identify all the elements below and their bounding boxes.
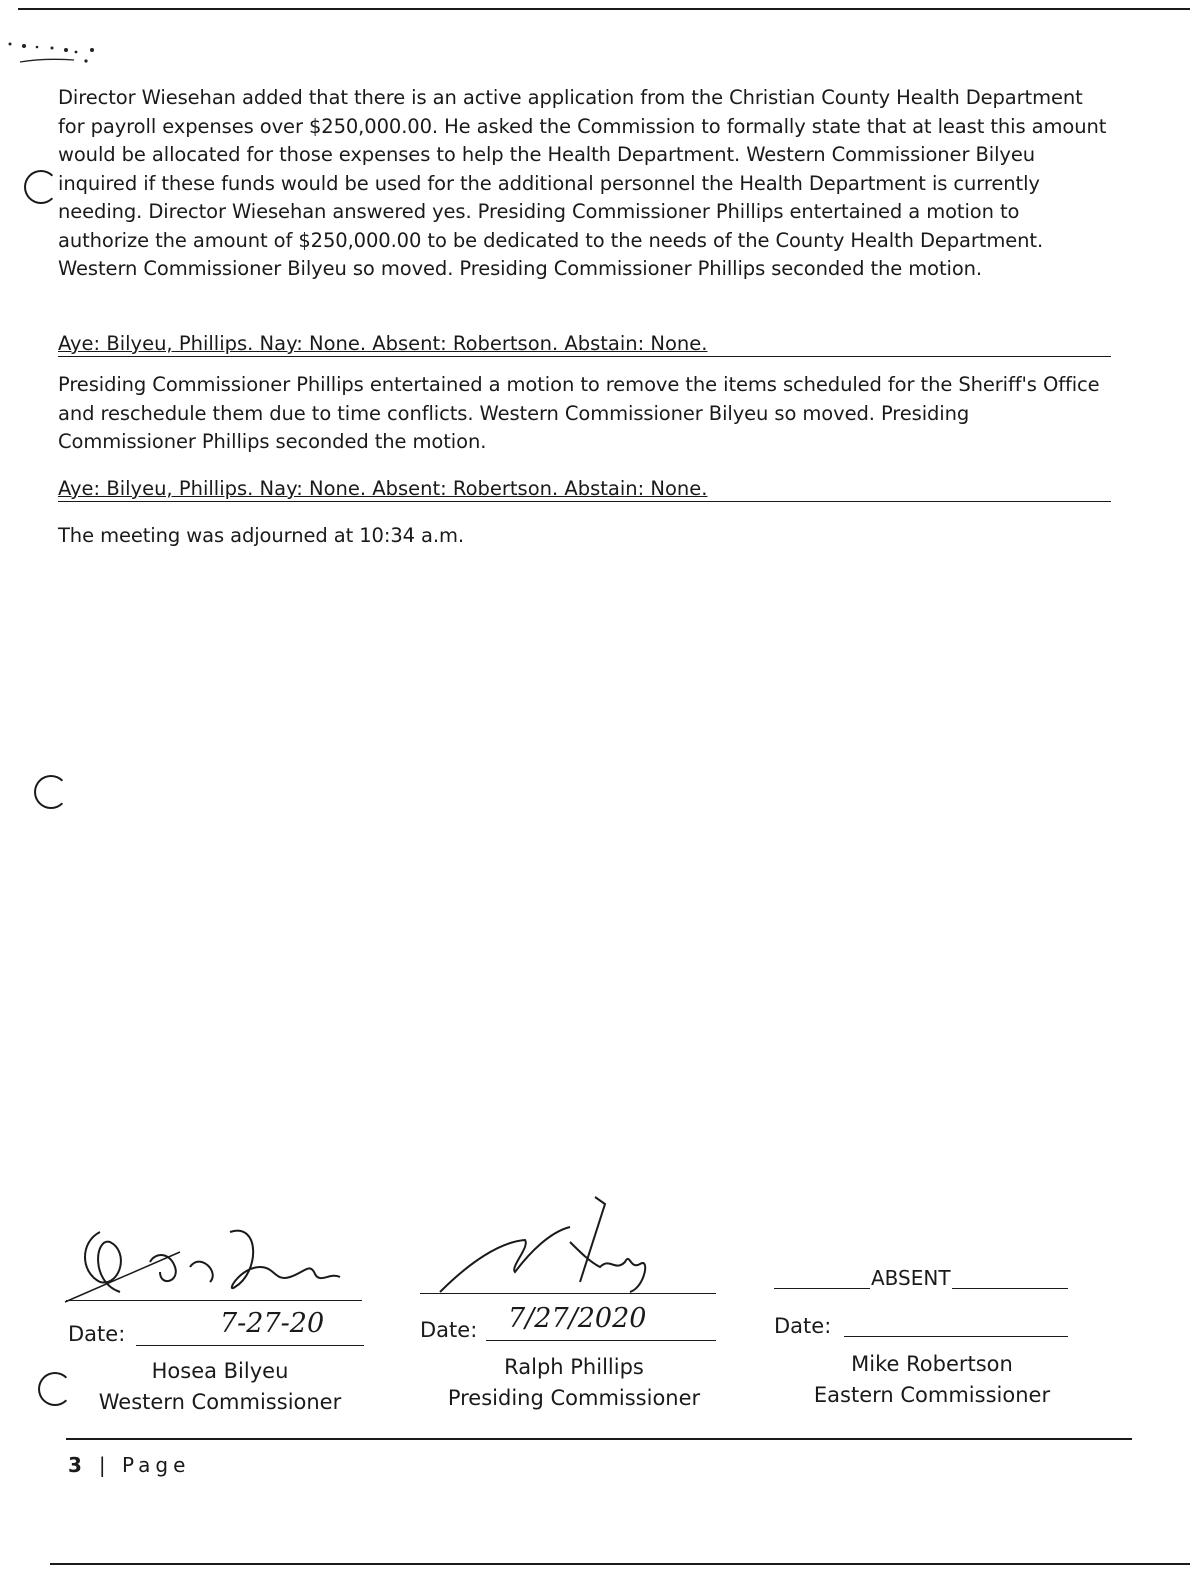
- punch-hole-top: [24, 170, 58, 204]
- signer-phillips: [414, 1352, 734, 1414]
- date-label-phillips: Date:: [420, 1318, 478, 1342]
- handwritten-date-phillips: 7/27/2020: [508, 1303, 647, 1334]
- signer-name-robertson: Mike Robertson: [851, 1352, 1013, 1376]
- scan-specks: [4, 40, 104, 70]
- page-number-value: 3: [68, 1453, 87, 1477]
- absent-marker: ABSENT: [871, 1266, 951, 1290]
- date-line-bilyeu: [136, 1345, 364, 1346]
- signer-title-bilyeu: Western Commissioner: [98, 1390, 342, 1414]
- punch-hole-middle: [34, 775, 68, 809]
- paragraph-allocation: Director Wiesehan added that there is an active application from the Christian County Health Department for payroll expenses over $250,000.00. He asked the Commission to formally state that at least this amount would be allocated for those expenses to help the Health Department. Western Commissioner Bilyeu inquired if these funds would be used for the additional personnel the Health Department is currently needing. Director Wiesehan answered yes. Presiding Commissioner Phillips entertained a motion to authorize the amount of $250,000.00 to be dedicated to the needs of the County Health Department. Western Commissioner Bilyeu so moved. Presiding Commissioner Phillips seconded the motion.: [58, 86, 1107, 280]
- page-number: [68, 1453, 190, 1477]
- specks-graphic: [4, 40, 104, 70]
- adjournment-text: The meeting was adjourned at 10:34 a.m.: [58, 524, 464, 547]
- handwritten-date-bilyeu: 7-27-20: [220, 1308, 325, 1339]
- date-label-robertson: Date:: [774, 1314, 832, 1338]
- page-label: | Page: [98, 1453, 191, 1477]
- signer-robertson: [772, 1349, 1092, 1411]
- footer-rule: [66, 1438, 1132, 1440]
- signature-phillips-graphic: [430, 1192, 670, 1302]
- signature-bilyeu-graphic: [60, 1212, 380, 1322]
- signer-title-robertson: Eastern Commissioner: [813, 1383, 1051, 1407]
- date-line-robertson: [844, 1336, 1068, 1337]
- vote-result-2-text: Aye: Bilyeu, Phillips. Nay: None. Absent: Robertson. Abstain: None.: [58, 477, 708, 500]
- signer-title-phillips: Presiding Commissioner: [447, 1386, 701, 1410]
- date-line-phillips: [486, 1340, 716, 1341]
- signature-line-phillips: [420, 1293, 716, 1294]
- signer-name-phillips: Ralph Phillips: [504, 1355, 644, 1379]
- top-border: [18, 8, 1190, 10]
- signature-line-bilyeu: [66, 1300, 362, 1301]
- bottom-border: [50, 1563, 1190, 1565]
- vote-result-1-text: Aye: Bilyeu, Phillips. Nay: None. Absent: Robertson. Abstain: None.: [58, 332, 708, 355]
- signer-name-bilyeu: Hosea Bilyeu: [151, 1359, 289, 1383]
- vote-result-1: [58, 332, 1111, 357]
- date-label-bilyeu: Date:: [68, 1322, 126, 1346]
- paragraph-sheriff-items: Presiding Commissioner Phillips entertained a motion to remove the items scheduled for the Sheriff's Office and reschedule them due to time conflicts. Western Commissioner Bilyeu so moved. Presiding Commissioner Phillips seconded the motion.: [58, 373, 1100, 453]
- signer-bilyeu: [60, 1356, 380, 1418]
- vote-result-2: [58, 477, 1111, 502]
